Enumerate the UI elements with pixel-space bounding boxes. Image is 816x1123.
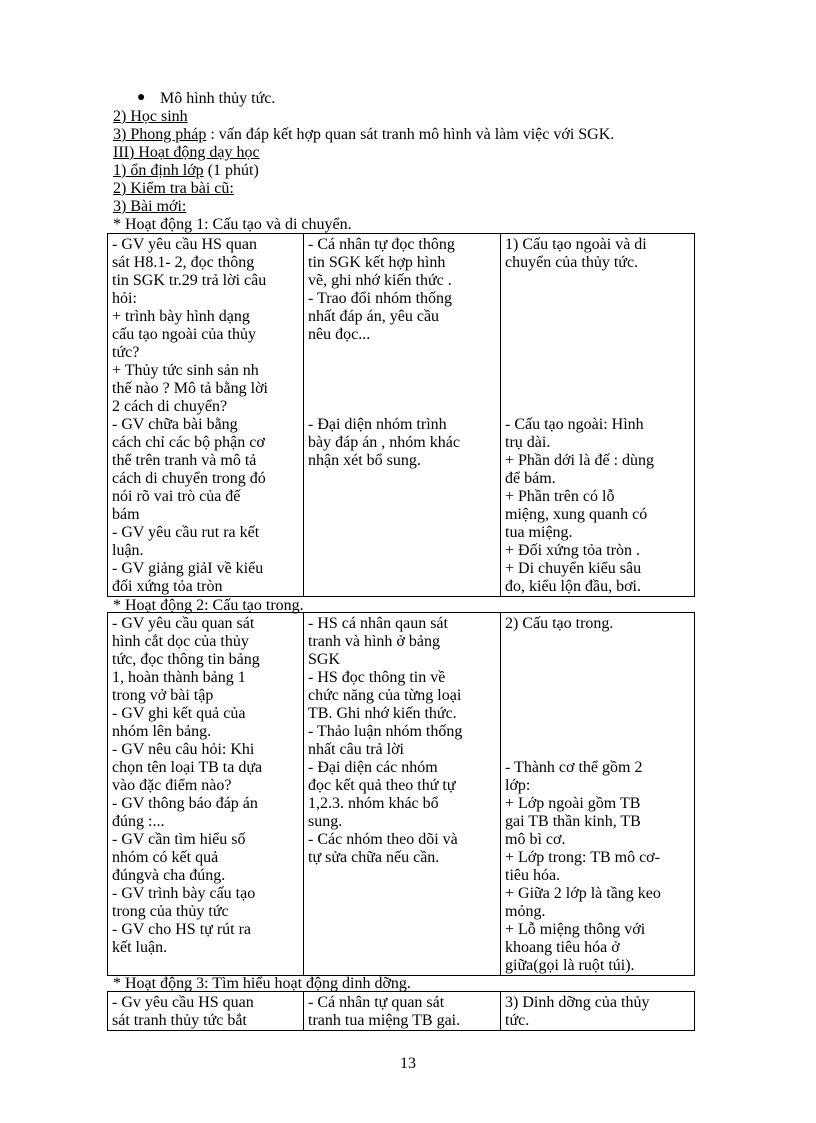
cell-text-line: + Thủy tức sinh sản nh <box>112 362 259 379</box>
cell-text-line: vẽ, ghi nhớ kiến thức . <box>308 272 452 289</box>
cell-text-line: - Đại diện các nhóm <box>308 759 438 776</box>
cell-text-line: nêu đọc... <box>308 326 371 343</box>
cell-text-line: hình cắt dọc của thủy <box>112 633 249 650</box>
bai-moi-heading: 3) Bài mới: <box>113 198 187 215</box>
cell-text-line: nhóm có kết quả <box>112 849 219 866</box>
cell-text-line: nói rõ vai trò của đế <box>112 488 241 505</box>
activity1-teacher-cell <box>108 234 304 597</box>
cell-text-line: + trình bày hình dạng <box>112 308 250 325</box>
content-bottom-block <box>505 759 690 975</box>
cell-text-line: trụ dài. <box>505 434 551 451</box>
cell-text-line: tức, đọc thông tin bảng <box>112 651 260 668</box>
phuong-phap-label: 3) Phong pháp <box>113 126 207 143</box>
cell-text-line: - Trao đổi nhóm thống <box>308 290 453 307</box>
cell-text-line: miệng, xung quanh có <box>505 506 648 523</box>
cell-text-line: - GV yêu cầu quan sát <box>112 615 255 632</box>
cell-text-line: + Lớp ngoài gồm TB <box>505 795 641 812</box>
content-bottom-block <box>505 416 690 596</box>
cell-text-line: chức năng của từng loại <box>308 687 462 704</box>
cell-text-line: 3) Dinh dỡng của thủy <box>505 994 650 1011</box>
activity3-heading: * Hoạt động 3: Tìm hiểu hoạt động dinh dỡng. <box>113 975 411 992</box>
cell-text-line: đọc kết quả theo thứ tự <box>308 777 456 794</box>
cell-text-line: vào đặc điểm nào? <box>112 777 232 794</box>
activity1-student-cell <box>304 234 501 597</box>
cell-text-line: tự sửa chữa nếu cần. <box>308 849 440 866</box>
cell-text-line: tin SGK tr.29 trả lời câu <box>112 272 267 289</box>
cell-text-line: - Gv yêu cầu HS quan <box>112 994 254 1011</box>
cell-text-line: sát tranh thủy tức bắt <box>112 1012 247 1029</box>
cell-text-line: SGK <box>308 651 341 668</box>
cell-text-line: kết luận. <box>112 939 168 956</box>
cell-text-line: 1,2.3. nhóm khác bổ <box>308 795 439 812</box>
activity3-student-cell <box>304 992 501 1031</box>
cell-text-line: nhất đáp án, yêu cầu <box>308 308 440 325</box>
cell-text-line: tua miệng. <box>505 524 573 541</box>
cell-text-line: sát H8.1- 2, đọc thông <box>112 254 255 271</box>
cell-text-line: + Lỗ miệng thông với <box>505 921 646 938</box>
activity1-content-cell <box>501 234 695 597</box>
cell-text-line: thể trên tranh và mô tả <box>112 452 257 469</box>
on-dinh-lop-label: 1) ổn định lớp <box>113 162 204 179</box>
cell-text-line: - Các nhóm theo dõi và <box>308 831 458 848</box>
cell-text-line: chuyển của thủy tức. <box>505 254 639 271</box>
table-row <box>108 613 695 976</box>
activity3-teacher-cell <box>108 992 304 1031</box>
bullet-item: Mô hình thủy tức. <box>160 90 276 107</box>
cell-text-line: - GV thông báo đáp án <box>112 795 258 812</box>
cell-text-line: nhận xét bổ sung. <box>308 452 421 469</box>
teacher-block <box>112 994 299 1030</box>
cell-text-line: - Cá nhân tự quan sát <box>308 994 445 1011</box>
cell-text-line: - GV nêu câu hỏi: Khi <box>112 741 255 758</box>
cell-text-line: - GV giảng giảI về kiểu <box>112 560 264 577</box>
cell-text-line: - Cấu tạo ngoài: Hình <box>505 416 644 433</box>
cell-text-line: 2) Cấu tạo trong. <box>505 615 614 632</box>
cell-text-line: TB. Ghi nhớ kiến thức. <box>308 705 457 722</box>
cell-text-line: - HS đọc thông tin về <box>308 669 446 686</box>
cell-text-line: giữa(gọi là ruột túi). <box>505 957 635 974</box>
cell-text-line: tiêu hóa. <box>505 867 561 884</box>
activity1-table <box>107 233 695 597</box>
teacher-bottom-block <box>112 416 299 596</box>
teacher-block <box>112 615 299 957</box>
cell-text-line: nhất câu trả lời <box>308 741 404 758</box>
activity2-teacher-cell <box>108 613 304 976</box>
cell-text-line: cách chỉ các bộ phận cơ <box>112 434 265 451</box>
cell-text-line: + Đối xứng tỏa tròn . <box>505 542 641 559</box>
teacher-top-block <box>112 236 299 416</box>
cell-text-line: - GV chữa bài bằng <box>112 416 238 433</box>
cell-text-line: thế nào ? Mô tả bằng lời <box>112 380 268 397</box>
student-top-block <box>308 236 496 344</box>
cell-text-line: + Phần trên có lỗ <box>505 488 615 505</box>
cell-text-line: lớp: <box>505 777 531 794</box>
cell-text-line: - Thành cơ thể gồm 2 <box>505 759 643 776</box>
cell-text-line: bày đáp án , nhóm khác <box>308 434 460 451</box>
cell-text-line: hỏi: <box>112 290 137 307</box>
cell-text-line: đúng :... <box>112 813 165 830</box>
cell-text-line: tin SGK kết hợp hình <box>308 254 446 271</box>
cell-text-line: - Thảo luận nhóm thống <box>308 723 463 740</box>
activity2-heading: * Hoạt động 2: Cấu tạo trong. <box>113 597 304 614</box>
cell-text-line: - Đại diện nhóm trình <box>308 416 447 433</box>
content-block <box>505 994 690 1030</box>
cell-text-line: + Giữa 2 lớp là tầng keo <box>505 885 661 902</box>
bullet-icon: ● <box>137 90 146 105</box>
cell-text-line: - GV yêu cầu HS quan <box>112 236 258 253</box>
cell-text-line: luận. <box>112 542 144 559</box>
on-dinh-lop-line <box>113 162 259 179</box>
cell-text-line: cách di chuyển trong đó <box>112 470 266 487</box>
activity2-table <box>107 612 695 976</box>
cell-text-line: + Lớp trong: TB mô cơ- <box>505 849 660 866</box>
hoc-sinh-heading: 2) Học sinh <box>113 108 188 125</box>
cell-text-line: mô bì cơ. <box>505 831 566 848</box>
cell-text-line: 2 cách di chuyển? <box>112 398 228 415</box>
cell-text-line: để bám. <box>505 470 556 487</box>
cell-text-line: trong vở bài tập <box>112 687 214 704</box>
cell-text-line: bám <box>112 506 140 523</box>
cell-text-line: khoang tiêu hóa ở <box>505 939 620 956</box>
activity2-content-cell <box>501 613 695 976</box>
cell-text-line: + Di chuyển kiểu sâu <box>505 560 642 577</box>
student-block <box>308 615 496 867</box>
activity3-content-cell <box>501 992 695 1031</box>
activity1-heading: * Hoạt động 1: Cấu tạo và di chuyển. <box>113 216 352 233</box>
cell-text-line: 1, hoàn thành bảng 1 <box>112 669 246 686</box>
cell-text-line: tức? <box>112 344 140 361</box>
content-top-block <box>505 615 690 633</box>
cell-text-line: gai TB thần kinh, TB <box>505 813 641 830</box>
cell-text-line: đo, kiểu lộn đầu, bơi. <box>505 578 641 595</box>
kiem-tra-heading: 2) Kiểm tra bài cũ: <box>113 180 234 197</box>
cell-text-line: - Cá nhân tự đọc thông <box>308 236 455 253</box>
content-top-block <box>505 236 690 272</box>
cell-text-line: sung. <box>308 813 343 830</box>
student-block <box>308 994 496 1030</box>
cell-text-line: - GV cần tìm hiểu số <box>112 831 246 848</box>
cell-text-line: tranh và hình ở bảng <box>308 633 440 650</box>
cell-text-line: đối xứng tỏa tròn <box>112 578 223 595</box>
cell-text-line: - GV cho HS tự rút ra <box>112 921 252 938</box>
cell-text-line: tranh tua miệng TB gai. <box>308 1012 461 1029</box>
student-bottom-block <box>308 416 496 470</box>
cell-text-line: đúngvà cha đúng. <box>112 867 226 884</box>
page-number: 13 <box>400 1055 416 1072</box>
cell-text-line: tức. <box>505 1012 530 1029</box>
cell-text-line: - GV ghi kết quả của <box>112 705 246 722</box>
table-row <box>108 992 695 1031</box>
activity2-student-cell <box>304 613 501 976</box>
cell-text-line: trong của thủy tức <box>112 903 229 920</box>
cell-text-line: - GV trình bày cấu tạo <box>112 885 256 902</box>
cell-text-line: - GV yêu cầu rut ra kết <box>112 524 260 541</box>
cell-text-line: chọn tên loại TB ta dựa <box>112 759 263 776</box>
cell-text-line: - HS cá nhân qaun sát <box>308 615 448 632</box>
section-iii-heading: III) Hoạt động dạy học <box>113 144 260 161</box>
phuong-phap-line <box>113 126 614 143</box>
cell-text-line: cấu tạo ngoài của thủy <box>112 326 256 343</box>
cell-text-line: mỏng. <box>505 903 546 920</box>
activity3-table <box>107 991 695 1031</box>
cell-text-line: + Phần dới là đế : dùng <box>505 452 655 469</box>
table-row <box>108 234 695 597</box>
on-dinh-lop-time: (1 phút) <box>203 162 259 179</box>
phuong-phap-text: : vấn đáp kết hợp quan sát tranh mô hình và làm việc với SGK. <box>206 126 615 143</box>
cell-text-line: nhóm lên bảng. <box>112 723 212 740</box>
cell-text-line: 1) Cấu tạo ngoài và di <box>505 236 647 253</box>
